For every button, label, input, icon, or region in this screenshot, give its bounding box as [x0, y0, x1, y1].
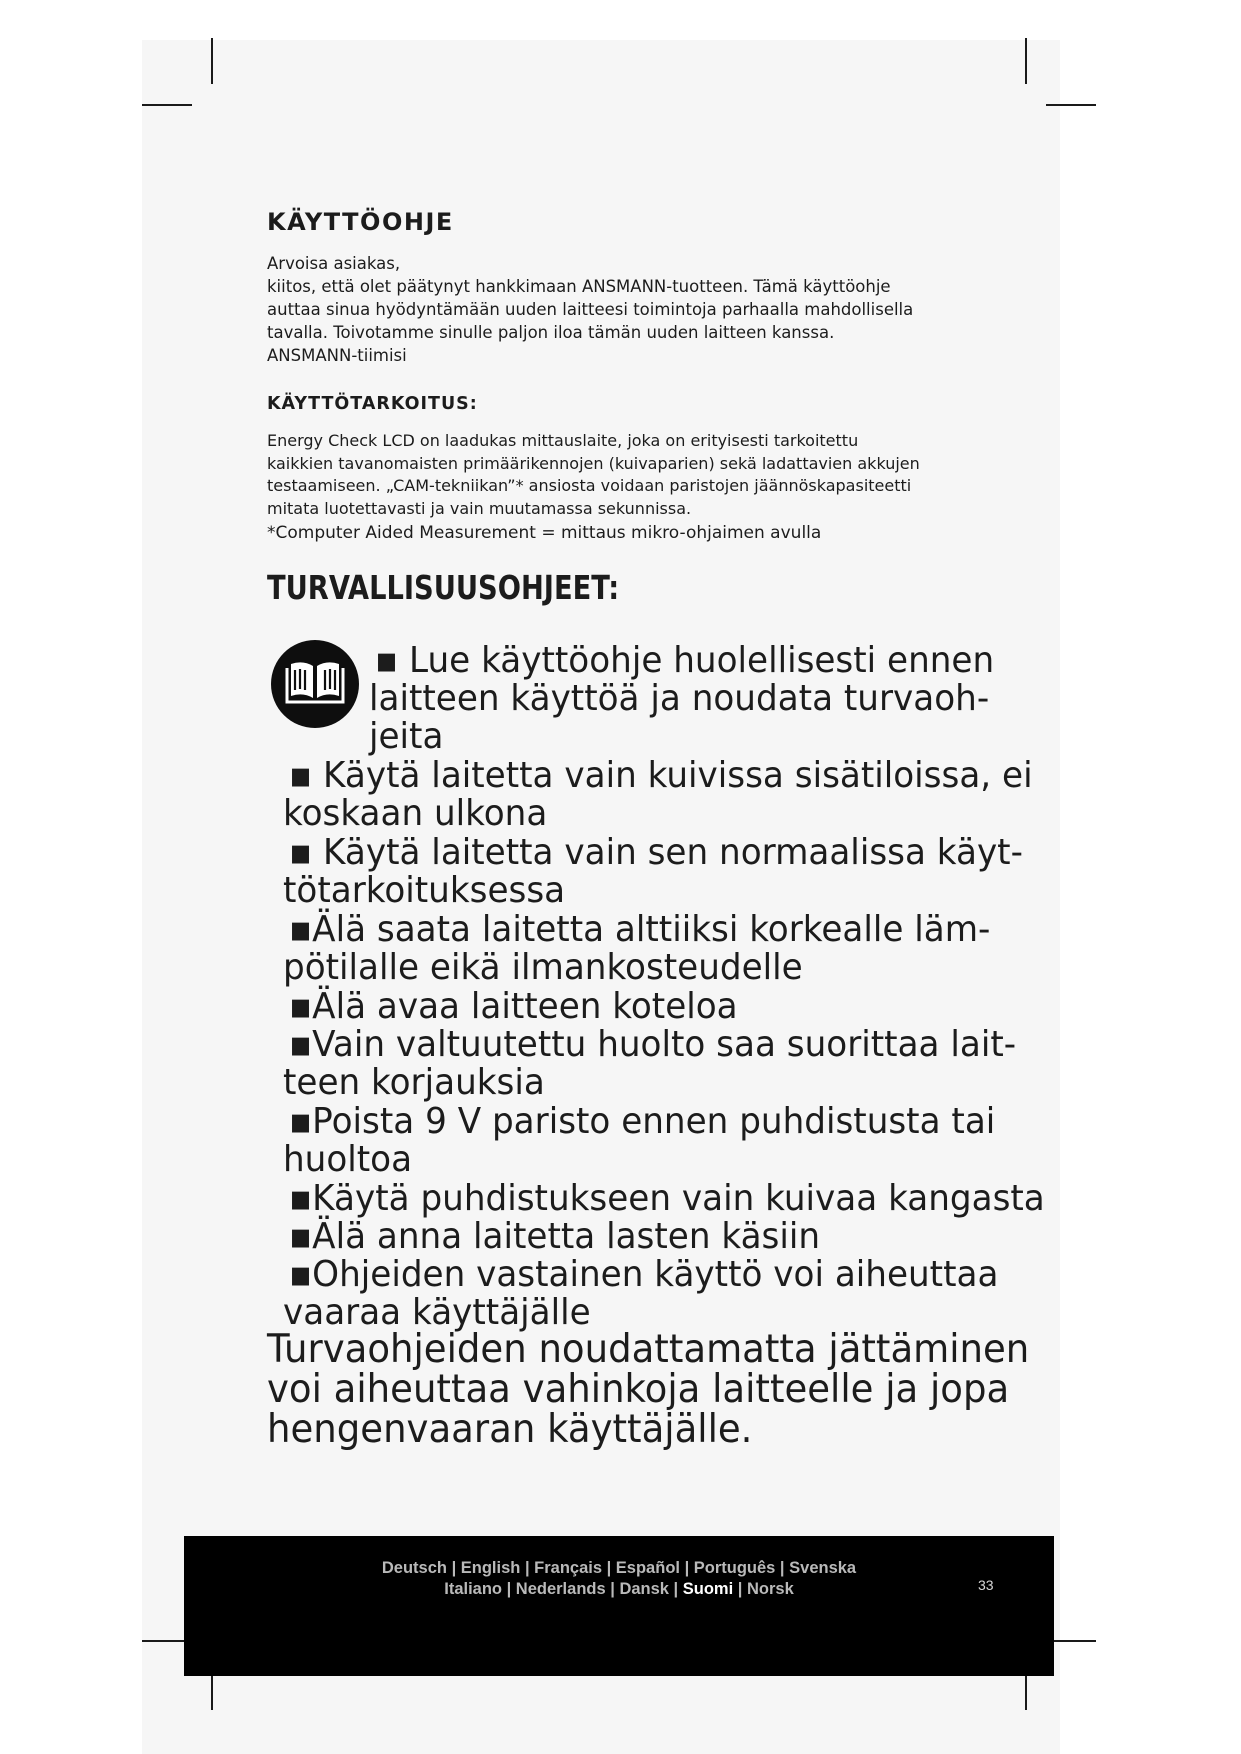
list-item: ▪Älä anna laitetta lasten käsiin [289, 1216, 821, 1257]
crop-mark [211, 38, 213, 84]
list-item: laitteen käyttöä ja noudata turvaoh- [369, 678, 990, 719]
purpose-heading: KÄYTTÖTARKOITUS: [267, 394, 478, 414]
crop-mark [142, 104, 192, 106]
list-item: ▪Käytä puhdistukseen vain kuivaa kangasta [289, 1178, 1045, 1219]
active-language: Suomi [682, 1580, 734, 1598]
list-item: ▪Älä avaa laitteen koteloa [289, 986, 738, 1027]
list-item: ▪Älä saata laitetta alttiiksi korkealle läm- [289, 909, 991, 950]
purpose-line: Energy Check LCD on laadukas mittauslaite, joka on erityisesti tarkoitettu [267, 431, 859, 450]
instructions-heading: KÄYTTÖOHJE [267, 208, 454, 236]
footnote: *Computer Aided Measurement = mittaus mikro-ohjaimen avulla [267, 523, 822, 543]
list-item: huoltoa [283, 1139, 413, 1180]
conclusion-line: voi aiheuttaa vahinkoja laitteelle ja jopa [267, 1367, 1010, 1412]
safety-heading: TURVALLISUUSOHJEET: [267, 568, 620, 607]
language-list [184, 1558, 1054, 1600]
intro-text [267, 252, 1027, 367]
book-icon [271, 640, 359, 728]
page-number: 33 [978, 1577, 994, 1593]
list-item: ▪ Käytä laitetta vain sen normaalissa käyt- [289, 832, 1023, 873]
language-line: Italiano | Nederlands | Dansk | Suomi | Norsk [444, 1580, 794, 1598]
list-item: tötarkoituksessa [283, 870, 566, 911]
intro-line: kiitos, että olet päätynyt hankkimaan ANSMANN-tuotteen. Tämä käyttöohje [267, 277, 891, 296]
crop-mark [1025, 38, 1027, 84]
list-item: ▪Vain valtuutettu huolto saa suorittaa lait- [289, 1024, 1017, 1065]
intro-line: ANSMANN-tiimisi [267, 346, 407, 365]
conclusion-line: Turvaohjeiden noudattamatta jättäminen [267, 1327, 1030, 1372]
intro-line: Arvoisa asiakas, [267, 254, 401, 273]
purpose-text [267, 430, 1027, 520]
crop-mark [1046, 104, 1096, 106]
list-item: vaaraa käyttäjälle [283, 1292, 591, 1333]
purpose-line: mitata luotettavasti ja vain muutamassa sekunnissa. [267, 498, 692, 518]
list-item: koskaan ulkona [283, 793, 548, 834]
list-item: jeita [369, 716, 444, 757]
safety-conclusion [267, 1327, 1069, 1452]
language-line: Deutsch | English | Français | Español | Português | Svenska [381, 1559, 857, 1577]
purpose-line: testaamiseen. „CAM-tekniikan”* ansiosta voidaan paristojen jäännöskapasiteetti [267, 476, 912, 495]
list-item: teen korjauksia [283, 1062, 545, 1103]
purpose-line: kaikkien tavanomaisten primäärikennojen (kuivaparien) sekä ladattavien akkujen [267, 453, 920, 473]
list-item: ▪ Käytä laitetta vain kuivissa sisätiloissa, ei [289, 755, 1033, 796]
list-item: ▪Ohjeiden vastainen käyttö voi aiheuttaa [289, 1254, 999, 1295]
intro-line: tavalla. Toivotamme sinulle paljon iloa tämän uuden laitteen kanssa. [267, 323, 835, 342]
list-item: ▪Poista 9 V paristo ennen puhdistusta tai [289, 1101, 996, 1142]
intro-line: auttaa sinua hyödyntämään uuden laitteesi toimintoja parhaalla mahdollisella [267, 300, 914, 319]
conclusion-line: hengenvaaran käyttäjälle. [267, 1407, 753, 1452]
language-footer [184, 1536, 1054, 1676]
list-item: pötilalle eikä ilmankosteudelle [283, 947, 803, 988]
list-item: ▪ Lue käyttöohje huolellisesti ennen [375, 640, 995, 681]
